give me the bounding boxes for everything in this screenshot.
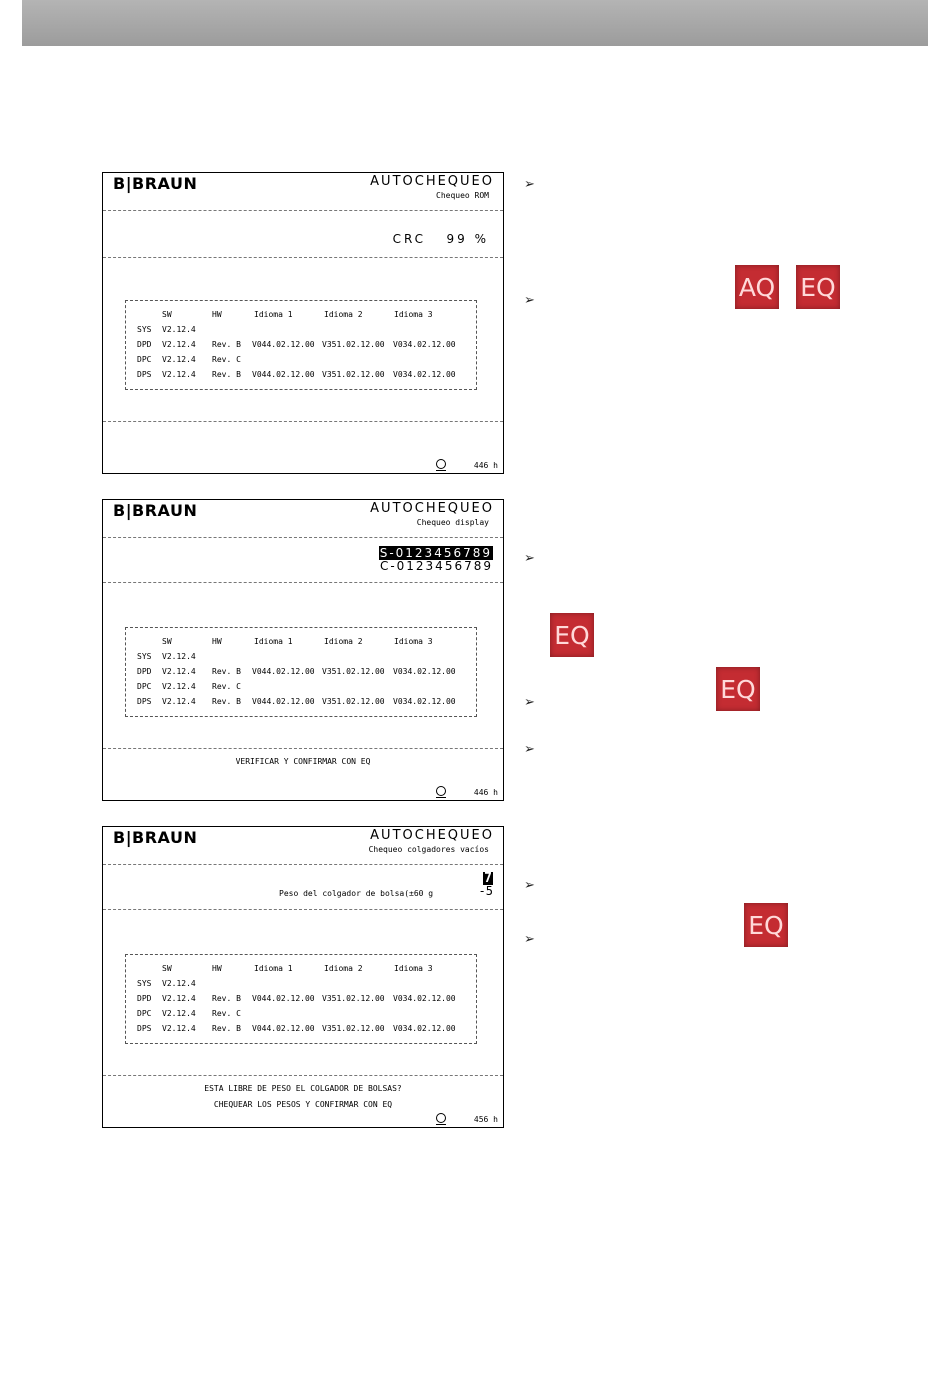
separator [103, 210, 503, 211]
screen-subtitle: Chequeo display [416, 518, 489, 527]
arrow-bullet-icon: ➢ [524, 551, 535, 566]
table-cell-l2: V351.02.12.00 [322, 340, 385, 349]
table-cell-l1: V044.02.12.00 [252, 667, 315, 676]
bbraun-logo: B|BRAUN [113, 174, 198, 193]
screen-title: AUTOCHEQUEO [370, 501, 494, 516]
status-message-2: CHEQUEAR LOS PESOS Y CONFIRMAR CON EQ [213, 1100, 393, 1109]
arrow-bullet-icon: ➢ [524, 878, 535, 893]
screen-subtitle: Chequeo ROM [436, 191, 489, 200]
table-cell-l1: V044.02.12.00 [252, 994, 315, 1003]
table-cell-l2: V351.02.12.00 [322, 697, 385, 706]
eq-key-icon: EQ [796, 265, 840, 309]
table-cell-name: DPD [137, 667, 152, 676]
table-cell-name: SYS [137, 325, 152, 334]
table-cell-name: DPC [137, 1009, 152, 1018]
table-cell-hw: Rev. C [212, 682, 241, 691]
version-table [125, 627, 477, 717]
table-cell-l1: V044.02.12.00 [252, 697, 315, 706]
arrow-bullet-icon: ➢ [524, 932, 535, 947]
screen-display-check [102, 499, 504, 801]
table-cell-sw: V2.12.4 [162, 979, 196, 988]
screen-rom-check [102, 172, 504, 474]
table-cell-sw: V2.12.4 [162, 1009, 196, 1018]
table-cell-l3: V034.02.12.00 [393, 667, 456, 676]
separator [103, 582, 503, 583]
arrow-bullet-icon: ➢ [524, 293, 535, 308]
table-cell-name: SYS [137, 979, 152, 988]
aq-key-icon: AQ [735, 265, 779, 309]
table-cell-l3: V034.02.12.00 [393, 1024, 456, 1033]
separator [103, 909, 503, 910]
table-cell-name: DPS [137, 1024, 152, 1033]
table-cell-l3: V034.02.12.00 [393, 370, 456, 379]
table-header: Idioma 1 [254, 310, 293, 319]
table-cell-l3: V034.02.12.00 [393, 697, 456, 706]
table-cell-hw: Rev. B [212, 667, 241, 676]
hanger-weight-value-top: 7 [484, 871, 492, 886]
table-header: Idioma 3 [394, 637, 433, 646]
table-cell-hw: Rev. C [212, 355, 241, 364]
table-cell-name: DPS [137, 697, 152, 706]
table-cell-l1: V044.02.12.00 [252, 340, 315, 349]
screen-title: AUTOCHEQUEO [370, 828, 494, 843]
table-cell-sw: V2.12.4 [162, 325, 196, 334]
operating-hours: 456 h [473, 1115, 498, 1124]
table-cell-name: DPC [137, 682, 152, 691]
screen-subtitle: Chequeo colgadores vacíos [368, 845, 489, 854]
table-header: Idioma 2 [324, 964, 363, 973]
table-cell-sw: V2.12.4 [162, 994, 196, 1003]
table-cell-sw: V2.12.4 [162, 652, 196, 661]
screen-title: AUTOCHEQUEO [370, 174, 494, 189]
header-bar [22, 0, 928, 46]
table-header: HW [212, 310, 222, 319]
table-cell-l1: V044.02.12.00 [252, 370, 315, 379]
bbraun-logo: B|BRAUN [113, 828, 198, 847]
table-cell-hw: Rev. B [212, 1024, 241, 1033]
arrow-bullet-icon: ➢ [524, 177, 535, 192]
table-cell-name: DPD [137, 340, 152, 349]
clock-icon [436, 459, 446, 469]
version-table [125, 954, 477, 1044]
status-message: ESTA LIBRE DE PESO EL COLGADOR DE BOLSAS? [204, 1084, 402, 1093]
arrow-bullet-icon: ➢ [524, 742, 535, 757]
bbraun-logo: B|BRAUN [113, 501, 198, 520]
table-cell-sw: V2.12.4 [162, 355, 196, 364]
table-header: HW [212, 964, 222, 973]
table-cell-name: DPC [137, 355, 152, 364]
eq-key-icon: EQ [550, 613, 594, 657]
screen-hanger-check [102, 826, 504, 1128]
clock-icon [436, 786, 446, 796]
table-header: SW [162, 964, 172, 973]
table-cell-l3: V034.02.12.00 [393, 994, 456, 1003]
table-cell-l2: V351.02.12.00 [322, 1024, 385, 1033]
table-cell-l2: V351.02.12.00 [322, 667, 385, 676]
operating-hours: 446 h [473, 461, 498, 470]
eq-key-icon: EQ [716, 667, 760, 711]
table-cell-sw: V2.12.4 [162, 667, 196, 676]
table-cell-hw: Rev. C [212, 1009, 241, 1018]
table-cell-name: DPS [137, 370, 152, 379]
table-cell-name: DPD [137, 994, 152, 1003]
table-header: Idioma 3 [394, 310, 433, 319]
table-cell-sw: V2.12.4 [162, 697, 196, 706]
separator [103, 537, 503, 538]
table-header: Idioma 1 [254, 637, 293, 646]
separator [103, 421, 503, 422]
table-cell-sw: V2.12.4 [162, 370, 196, 379]
table-cell-l2: V351.02.12.00 [322, 370, 385, 379]
table-cell-sw: V2.12.4 [162, 1024, 196, 1033]
hanger-weight-value-bottom: -5 [478, 884, 493, 898]
separator [103, 257, 503, 258]
table-cell-l1: V044.02.12.00 [252, 1024, 315, 1033]
table-header: Idioma 3 [394, 964, 433, 973]
display-test-s: S-0123456789 [379, 546, 492, 560]
table-cell-sw: V2.12.4 [162, 340, 196, 349]
display-test-c: C-0123456789 [379, 559, 493, 573]
table-cell-hw: Rev. B [212, 994, 241, 1003]
table-header: Idioma 2 [324, 637, 363, 646]
arrow-bullet-icon: ➢ [524, 695, 535, 710]
table-header: Idioma 2 [324, 310, 363, 319]
hanger-weight-label: Peso del colgador de bolsa(±60 g [279, 889, 434, 898]
table-cell-l2: V351.02.12.00 [322, 994, 385, 1003]
version-table [125, 300, 477, 390]
status-message: VERIFICAR Y CONFIRMAR CON EQ [235, 757, 371, 766]
eq-key-icon: EQ [744, 903, 788, 947]
separator [103, 864, 503, 865]
separator [103, 1075, 503, 1076]
table-cell-sw: V2.12.4 [162, 682, 196, 691]
clock-icon [436, 1113, 446, 1123]
operating-hours: 446 h [473, 788, 498, 797]
table-cell-name: SYS [137, 652, 152, 661]
crc-progress: CRC 99 % [392, 232, 489, 246]
table-header: SW [162, 637, 172, 646]
separator [103, 748, 503, 749]
table-header: SW [162, 310, 172, 319]
table-cell-hw: Rev. B [212, 340, 241, 349]
table-cell-l3: V034.02.12.00 [393, 340, 456, 349]
table-header: HW [212, 637, 222, 646]
table-header: Idioma 1 [254, 964, 293, 973]
table-cell-hw: Rev. B [212, 697, 241, 706]
table-cell-hw: Rev. B [212, 370, 241, 379]
